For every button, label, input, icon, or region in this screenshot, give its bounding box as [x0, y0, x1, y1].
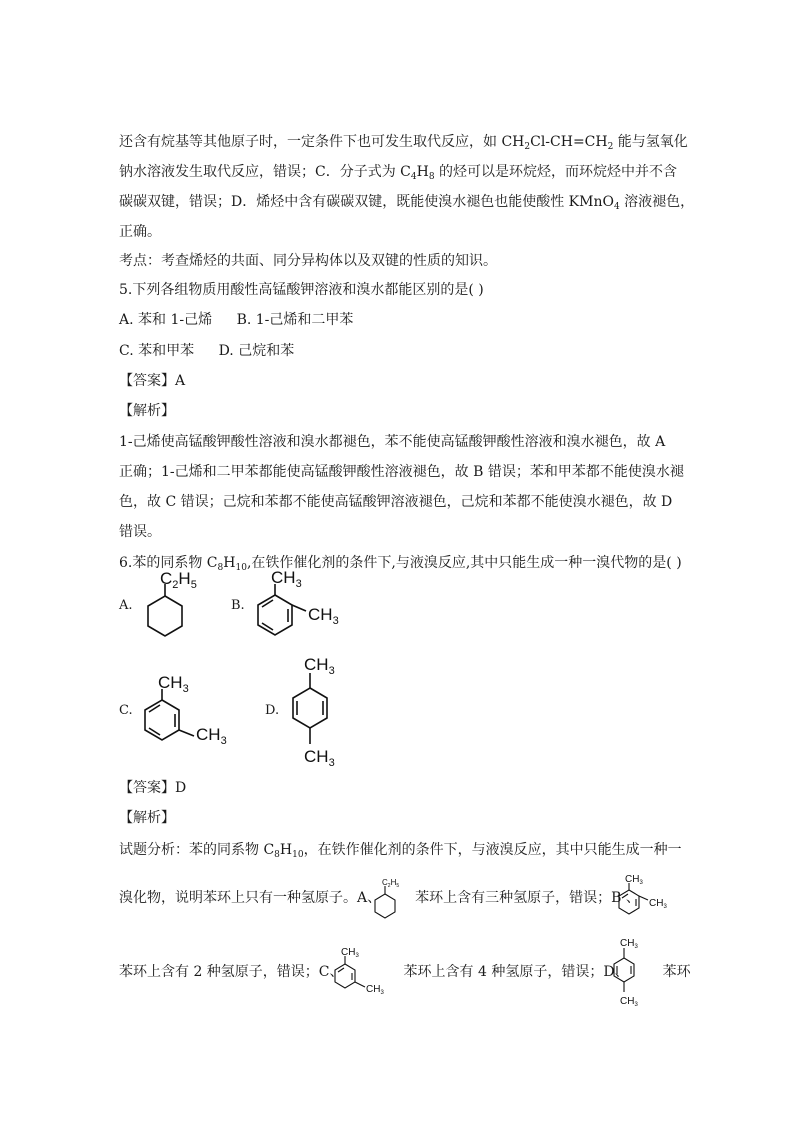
option-a: A. 苯和 1-己烯: [119, 312, 213, 328]
svg-text:CH3: $CH_3$: [649, 898, 667, 910]
analysis-line-with-structures: 溴化物，说明苯环上只有一种氢原子。A、 苯环上含有三种氢原子，错误；B 、: [119, 890, 640, 906]
paragraph-line: 还含有烷基等其他原子时，一定条件下也可发生取代反应，如 $CH_2Cl-CH=CH_2$ 能与氢氧化: [119, 134, 688, 152]
option-c-label: C.: [119, 703, 133, 718]
option-d-label: D.: [265, 703, 280, 718]
kaodian-line: 考点：考查烯烃的共面、同分异构体以及双键的性质的知识。: [119, 253, 497, 269]
m-xylene-inline-structure: [328, 942, 396, 1000]
svg-text:CH3: $CH_3$: [620, 938, 638, 950]
analysis-line: 错误。: [119, 524, 161, 540]
svg-text:C2H5: $C_2H_5$: [382, 878, 400, 889]
question-6-answer: 【答案】D: [119, 780, 187, 796]
svg-text:CH3: $CH_3$: [196, 725, 227, 747]
analysis-line: 试题分析：苯的同系物 $C_8H_{10}$，在铁作催化剂的条件下，与液溴反应，其中只能生成一种一: [119, 842, 682, 860]
option-b-label: B.: [231, 598, 245, 613]
question-6-analysis-label: 【解析】: [119, 810, 175, 826]
svg-text:CH3: $CH_3$: [158, 673, 189, 695]
paragraph-line: 碳碳双键，错误；D．烯烃中含有碳碳双键，既能使溴水褪色也能使酸性 KMnO$_4$ 溶液褪色，: [119, 194, 695, 212]
o-xylene-structure: [255, 566, 355, 646]
o-xylene-inline-structure: [616, 872, 676, 920]
svg-text:CH3: $CH_3$: [304, 655, 335, 677]
paragraph-line: 钠水溶液发生取代反应，错误；C．分子式为 $C_4H_8$ 的烃可以是环烷烃，而环烷烃中并不含: [119, 164, 678, 182]
analysis-line: 正确；1-己烯和二甲苯都能使高锰酸钾酸性溶液褪色，故 B 错误；苯和甲苯都不能使溴水褪: [119, 464, 684, 480]
svg-text:C2H5: $C_2H_5$: [160, 569, 197, 591]
analysis-line: 色，故 C 错误；己烷和苯都不能使高锰酸钾溶液褪色，己烷和苯都不能使溴水褪色，故 D: [119, 494, 673, 510]
question-5-options-ab: [119, 310, 353, 330]
question-5-analysis-label: 【解析】: [119, 403, 175, 419]
option-d: D. 己烷和苯: [218, 343, 295, 359]
svg-text:CH3: $CH_3$: [366, 984, 384, 996]
analysis-line-with-structures: 苯环上含有 2 种氢原子，错误；C、 苯环上含有 4 种氢原子，错误；D、 苯环: [119, 964, 691, 980]
option-a-label: A.: [119, 598, 133, 613]
option-c: C. 苯和甲苯: [119, 343, 195, 359]
svg-text:CH3: $CH_3$: [304, 747, 335, 769]
p-xylene-structure: [285, 648, 355, 768]
question-5-options-cd: [119, 341, 294, 361]
option-b: B. 1-己烯和二甲苯: [236, 312, 354, 328]
question-5-answer: 【答案】A: [119, 373, 186, 389]
analysis-line: 1-己烯使高锰酸钾酸性溶液和溴水都褪色，苯不能使高锰酸钾酸性溶液和溴水褪色，故 A: [119, 434, 666, 450]
svg-text:CH3: $CH_3$: [625, 874, 643, 886]
svg-text:CH3: $CH_3$: [271, 568, 302, 590]
ethylbenzene-inline-structure: [372, 874, 412, 922]
svg-text:CH3: $CH_3$: [620, 996, 638, 1008]
question-6-stem: 6.苯的同系物 $C_8H_{10}$,在铁作催化剂的条件下,与液溴反应,其中只能生成一种一溴代物的是( ): [119, 555, 682, 573]
paragraph-line: 正确。: [119, 224, 161, 240]
m-xylene-structure: [140, 668, 240, 753]
ethylbenzene-structure: [140, 566, 220, 646]
p-xylene-inline-structure: [610, 930, 646, 1012]
question-5-stem: 5.下列各组物质用酸性高锰酸钾溶液和溴水都能区别的是( ): [119, 282, 484, 298]
svg-text:CH3: $CH_3$: [341, 947, 359, 959]
svg-text:CH3: $CH_3$: [308, 605, 339, 627]
